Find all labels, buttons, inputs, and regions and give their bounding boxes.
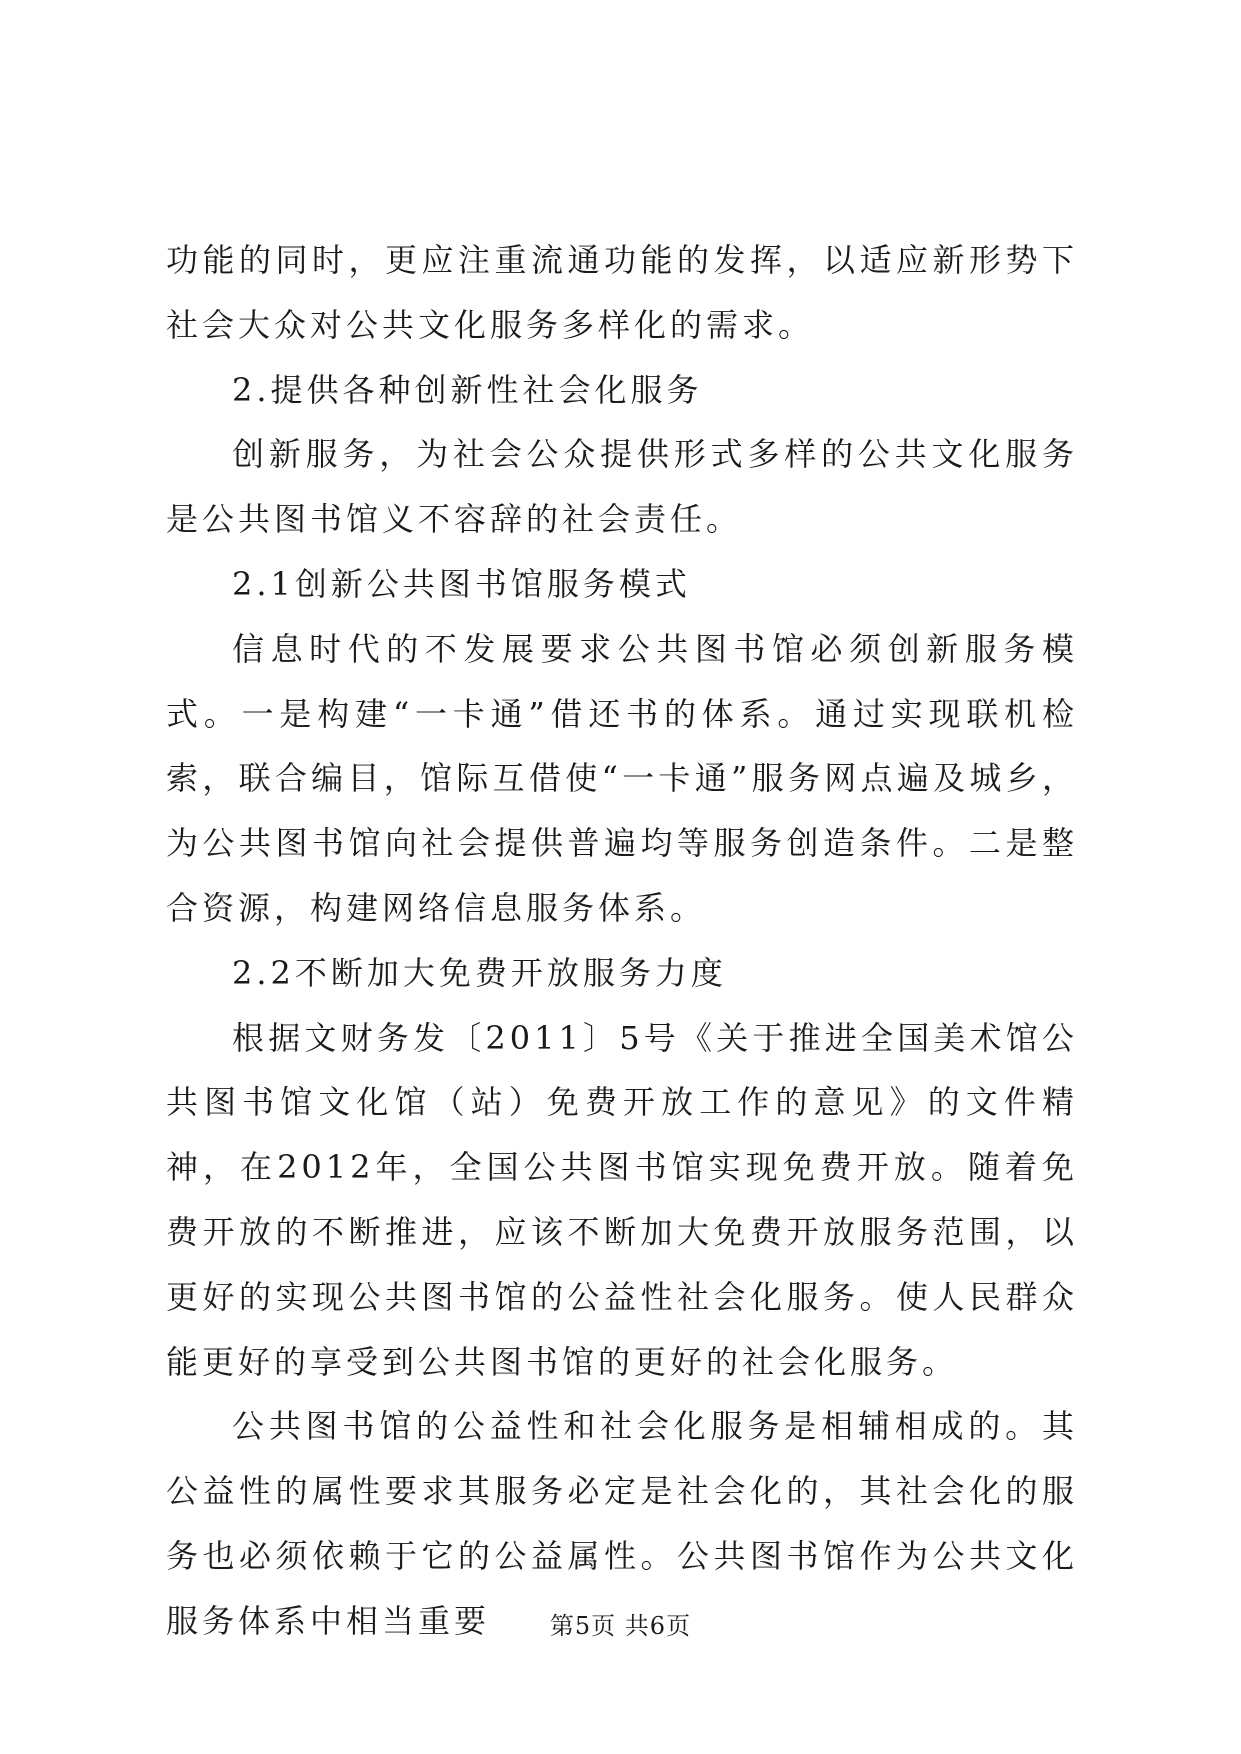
page-number-footer: 第5页 共6页: [549, 1612, 692, 1640]
section-heading-2-2: 2.2不断加大免费开放服务力度: [232, 953, 727, 992]
document-body: [166, 228, 1078, 1654]
paragraph-5: 公共图书馆的公益性和社会化服务是相辅相成的。其公益性的属性要求其服务必定是社会化的，其社会化的服务也必须依赖于它的公益属性。公共图书馆作为公共文化服务体系中相当重要: [166, 1407, 1078, 1640]
section-heading-2-1: 2.1创新公共图书馆服务模式: [232, 564, 691, 603]
paragraph-1: 功能的同时，更应注重流通功能的发挥，以适应新形势下社会大众对公共文化服务多样化的需求。: [166, 241, 1078, 344]
paragraph-3: 信息时代的不发展要求公共图书馆必须创新服务模式。一是构建“一卡通”借还书的体系。通过实现联机检索，联合编目，馆际互借使“一卡通”服务网点遍及城乡，为公共图书馆向社会提供普遍均等服务创造条件。二是整合资源，构建网络信息服务体系。: [166, 629, 1078, 927]
paragraph-2: 创新服务，为社会公众提供形式多样的公共文化服务是公共图书馆义不容辞的社会责任。: [166, 435, 1078, 539]
paragraph-4: 根据文财务发〔2011〕5号《关于推进全国美术馆公共图书馆文化馆（站）免费开放工作的意见》的文件精神，在2012年，全国公共图书馆实现免费开放。随着免费开放的不断推进，应该不断加大免费开放服务范围，以更好的实现公共图书馆的公益性社会化服务。使人民群众能更好的享受到公共图书馆的更好的社会化服务。: [166, 1018, 1078, 1381]
section-heading-2: 2.提供各种创新性社会化服务: [232, 370, 703, 409]
